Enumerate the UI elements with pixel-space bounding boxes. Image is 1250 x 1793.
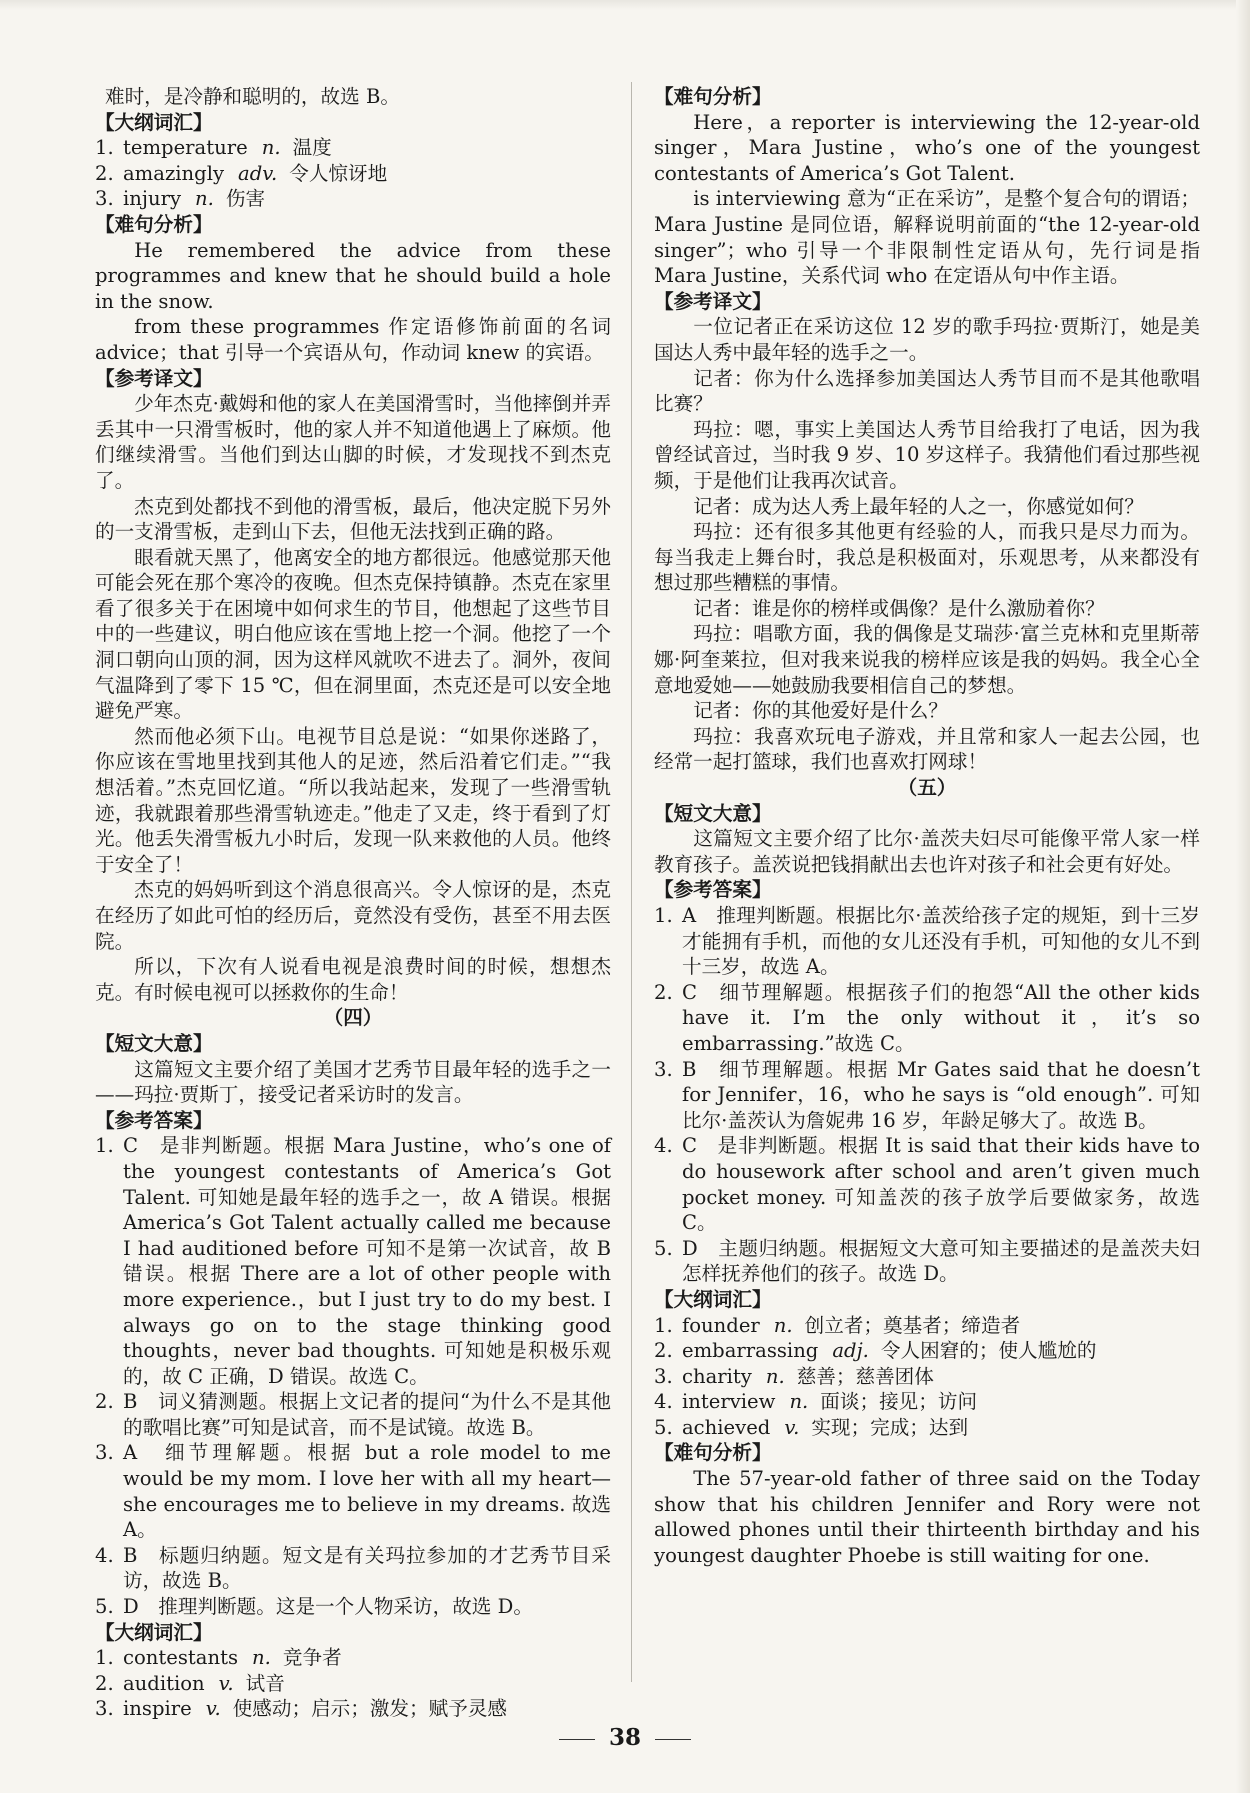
analysis-sentence: Here，a reporter is interviewing the 12-year-old singer，Mara Justine，who’s one of the youngest contestants of America’s Got Talent. [654,110,1200,185]
translation-paragraph: 然而他必须下山。电视节目总是说：“如果你迷路了，你应该在雪地里找到其他人的足迹，然后沿着它们走。”“我想活着。”杰克回忆道。“所以我站起来，发现了一些滑雪轨迹，我就跟着那些滑雪轨迹走。”他走了又走，终于看到了灯光。他丢失滑雪板九小时后，发现一队来救他的人员。他终于安全了！ [95,724,611,876]
summary-text: 这篇短文主要介绍了美国才艺秀节目最年轻的选手之一——玛拉·贾斯丁，接受记者采访时的发言。 [95,1057,611,1107]
vocab-item: 5. achieved v. 实现；完成；达到 [654,1415,969,1439]
translation-paragraph: 所以，下次有人说看电视是浪费时间的时候，想想杰克。有时候电视可以拯救你的生命！ [95,955,611,1004]
left-column [95,84,611,1722]
translation-paragraph: 杰克到处都找不到他的滑雪板，最后，他决定脱下另外的一支滑雪板，走到山下去，但他无法找到正确的路。 [95,494,611,544]
vocab-item: 1. temperature n. 温度 [95,136,332,160]
vocab-item: 3. inspire v. 使感动；启示；激发；赋予灵感 [95,1697,508,1721]
summary-heading: 【短文大意】 [654,801,772,825]
summary-heading: 【短文大意】 [95,1031,213,1055]
translation-paragraph: 玛拉：嗯，事实上美国达人秀节目给我打了电话，因为我曾经试音过，当时我 9 岁、10 岁这样子。我猜他们看过那些视频，于是他们让我再次试音。 [654,417,1200,492]
answer-item: 3. B 细节理解题。根据 Mr Gates said that he doesn’t for Jennifer，16，who he says is “old enough”. 可知比尔·盖茨认为詹妮弗 16 岁，年龄足够大了。故选 B。 [654,1057,1200,1132]
analysis-heading: 【难句分析】 [654,1441,772,1465]
answer-item: 1. C 是非判断题。根据 Mara Justine，who’s one of the youngest contestants of America’s Got Talent. 可知她是最年轻的选手之一，故 A 错误。根据 America’s Got Talent actually called me because I had auditioned before 可知不是第一次试音，故 B 错误。根据 There are a lot of other people with more experience.，but I just try to do my best. I always go on to the stage thinking good thoughts，never bad thoughts. 可知她是积极乐观的，故 C 正确，D 错误。故选 C。 [95,1134,611,1388]
answer-item: 2. C 细节理解题。根据孩子们的抱怨“All the other kids have it. I’m the only without it，it’s so embarrassing.”故选 C。 [654,980,1200,1055]
answer-item: 2. B 词义猜测题。根据上文记者的提问“为什么不是其他的歌唱比赛”可知是试音，而不是试镜。故选 B。 [95,1390,611,1439]
vocab-heading: 【大纲词汇】 [654,1287,772,1311]
vocab-item: 1. founder n. 创立者；奠基者；缔造者 [654,1313,1021,1337]
answer-item: 5. D 推理判断题。这是一个人物采访，故选 D。 [95,1595,533,1619]
translation-paragraph: 眼看就天黑了，他离安全的地方都很远。他感觉那天他可能会死在那个寒冷的夜晚。但杰克保持镇静。杰克在家里看了很多关于在困境中如何求生的节目，他想起了这些节目中的一些建议，明白他应该在雪地上挖一个洞。他挖了一个洞口朝向山顶的洞，因为这样风就吹不进去了。洞外，夜间气温降到了零下 15 ℃，但在洞里面，杰克还是可以安全地避免严寒。 [95,545,611,723]
analysis-explanation: is interviewing 意为“正在采访”，是整个复合句的谓语；Mara Justine 是同位语，解释说明前面的“the 12-year-old singer”；who 引导一个非限制性定语从句，先行词是指 Mara Justine，关系代词 who 在定语从句中作主语。 [654,187,1200,288]
vocab-item: 2. audition v. 试音 [95,1671,285,1695]
translation-paragraph: 杰克的妈妈听到这个消息很高兴。令人惊讶的是，杰克在经历了如此可怕的经历后，竟然没有受伤，甚至不用去医院。 [95,878,611,953]
vocab-heading: 【大纲词汇】 [95,110,213,134]
analysis-heading: 【难句分析】 [654,85,772,108]
translation-heading: 【参考译文】 [95,366,213,390]
page-number [0,1724,1250,1751]
answer-item: 5. D 主题归纳题。根据短文大意可知主要描述的是盖茨夫妇怎样抚养他们的孩子。故选 D。 [654,1236,1200,1286]
translation-heading: 【参考译文】 [654,289,772,313]
translation-paragraph: 记者：你的其他爱好是什么？ [693,699,948,723]
vocab-item: 4. interview n. 面谈；接见；访问 [654,1390,978,1414]
page-number-dash-left [559,1739,595,1740]
right-column [654,84,1200,1568]
translation-paragraph: 玛拉：我喜欢玩电子游戏，并且常和家人一起去公园，也经常一起打篮球，我们也喜欢打网球！ [654,724,1200,774]
answer-item: 4. B 标题归纳题。短文是有关玛拉参加的才艺秀节目采访，故选 B。 [95,1543,611,1593]
vocab-list [95,135,611,212]
section-number: （五） [897,776,957,800]
page-right-edge [1236,0,1250,1793]
vocab-item: 3. charity n. 慈善；慈善团体 [654,1364,934,1388]
answer-item: 4. C 是非判断题。根据 It is said that their kids have to do housework after school and aren’t given much pocket money. 可知盖茨的孩子放学后要做家务，故选 C。 [654,1134,1200,1235]
vocab-item: 3. injury n. 伤害 [95,187,266,211]
answers-heading: 【参考答案】 [95,1108,213,1132]
answer-item: 3. A 细节理解题。根据 but a role model to me would be my mom. I love her with all my heart—she encourages me to believe in my dreams. 故选 A。 [95,1441,611,1542]
translation-paragraph: 玛拉：唱歌方面，我的偶像是艾瑞莎·富兰克林和克里斯蒂娜·阿奎莱拉，但对我来说我的榜样应该是我的妈妈。我全心全意地爱她——她鼓励我要相信自己的梦想。 [654,622,1200,697]
translation-paragraph: 记者：你为什么选择参加美国达人秀节目而不是其他歌唱比赛？ [654,366,1200,416]
analysis-heading: 【难句分析】 [95,212,213,236]
analysis-sentence: He remembered the advice from these programmes and knew that he should build a hole in the snow. [95,238,611,313]
summary-text: 这篇短文主要介绍了比尔·盖茨夫妇尽可能像平常人家一样教育孩子。盖茨说把钱捐献出去也许对孩子和社会更有好处。 [654,827,1200,876]
page-number-dash-right [655,1739,691,1740]
vocab-item: 1. contestants n. 竞争者 [95,1646,342,1670]
vocab-heading: 【大纲词汇】 [95,1620,213,1644]
translation-paragraph: 记者：谁是你的榜样或偶像？是什么激励着你？ [693,596,1105,620]
translation-paragraph: 一位记者正在采访这位 12 岁的歌手玛拉·贾斯汀，她是美国达人秀中最年轻的选手之一。 [654,315,1200,364]
translation-paragraph: 少年杰克·戴姆和他的家人在美国滑雪时，当他摔倒并弄丢其中一只滑雪板时，他的家人并不知道他遇上了麻烦。他们继续滑雪。当他们到达山脚的时候，才发现找不到杰克了。 [95,392,611,492]
vocab-item: 2. embarrassing adj. 令人困窘的；使人尴尬的 [654,1339,1097,1363]
continued-text: 难时，是冷静和聪明的，故选 B。 [105,85,400,108]
vocab-item: 2. amazingly adv. 令人惊讶地 [95,161,388,185]
answer-item: 1. A 推理判断题。根据比尔·盖茨给孩子定的规矩，到十三岁才能拥有手机，而他的女儿还没有手机，可知他的女儿不到十三岁，故选 A。 [654,904,1200,979]
answers-heading: 【参考答案】 [654,878,772,902]
section-number: （四） [323,1006,383,1030]
column-divider [631,82,632,1682]
page-number-value: 38 [608,1724,641,1751]
translation-paragraph: 记者：成为达人秀上最年轻的人之一，你感觉如何？ [693,494,1144,518]
analysis-sentence: The 57-year-old father of three said on the Today show that his children Jennifer and Rory were not allowed phones until their thirteenth birthday and his youngest daughter Phoebe is still waiting for one. [654,1467,1200,1567]
analysis-explanation: from these programmes 作定语修饰前面的名词 advice；that 引导一个宾语从句，作动词 knew 的宾语。 [95,315,611,364]
translation-paragraph: 玛拉：还有很多其他更有经验的人，而我只是尽力而为。每当我走上舞台时，我总是积极面对，乐观思考，从来都没有想过那些糟糕的事情。 [654,520,1200,595]
page-top-edge [0,0,1250,10]
